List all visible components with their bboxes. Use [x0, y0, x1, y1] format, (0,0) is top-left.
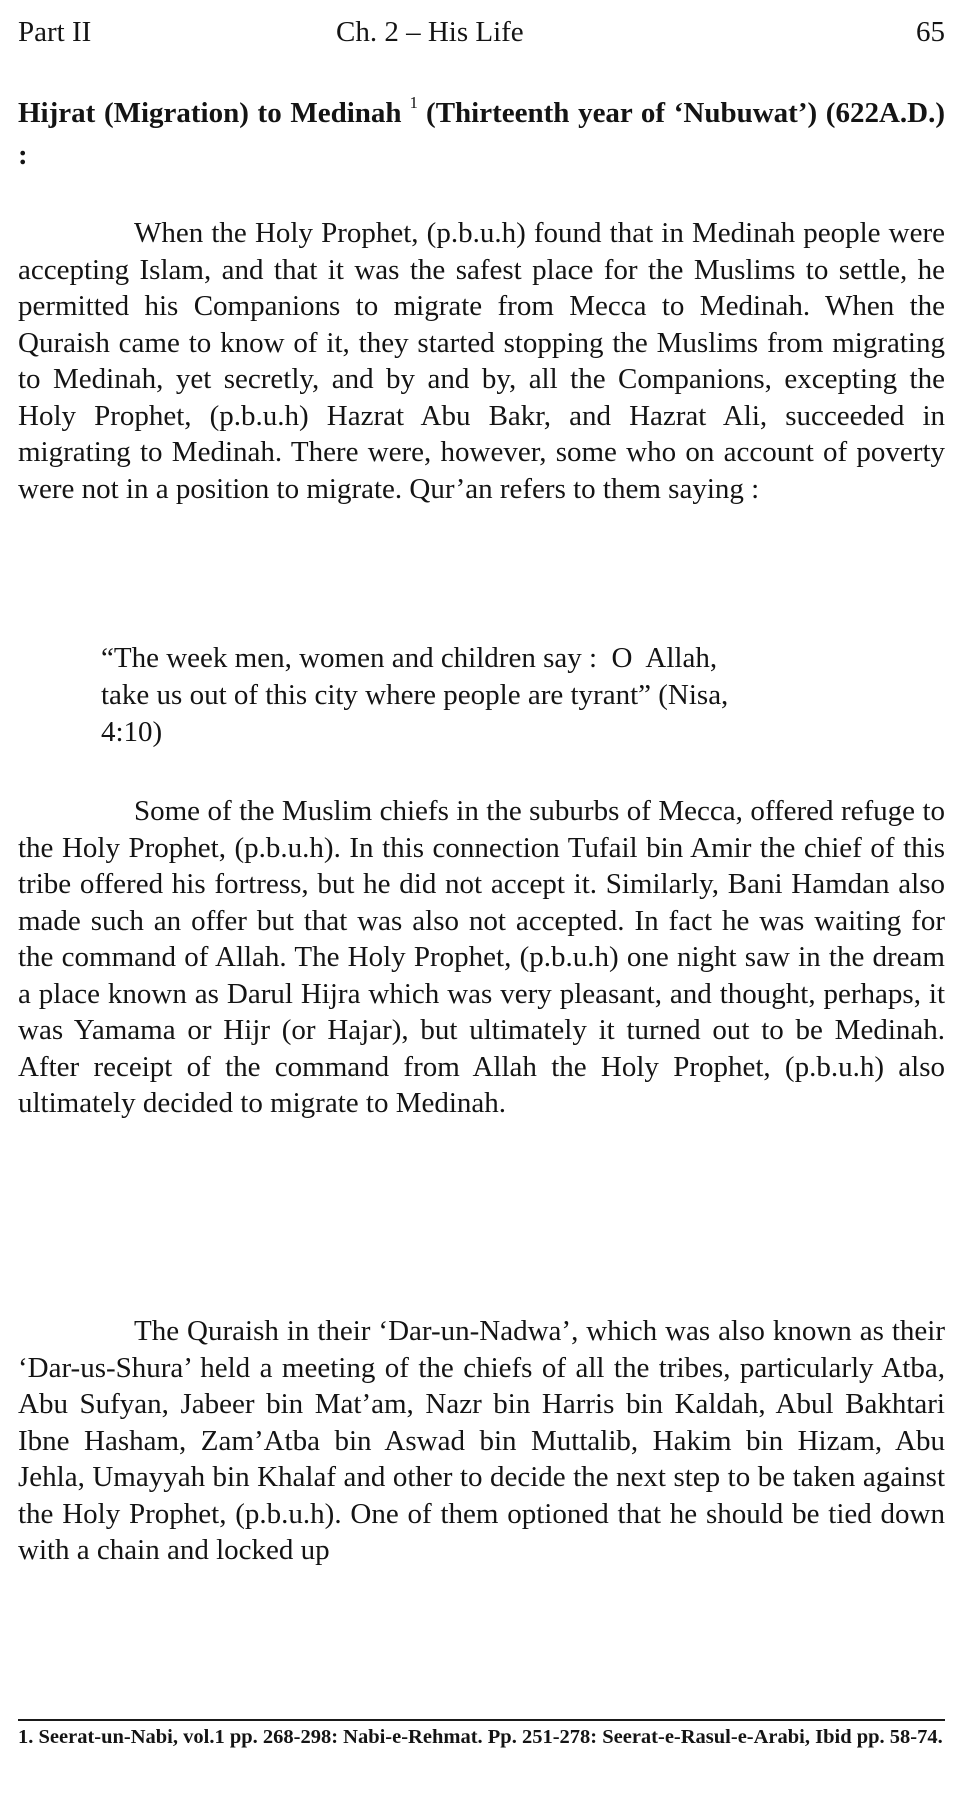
quote-line-1: “The week men, women and children say : O Allah,: [101, 642, 718, 674]
page-number: 65: [916, 16, 945, 48]
footnote: 1. Seerat-un-Nabi, vol.1 pp. 268-298: Nabi-e-Rehmat. Pp. 251-278: Seerat-e-Rasul-e-Arabi, Ibid pp. 58-74.: [18, 1726, 943, 1748]
footnote-reference: 1: [409, 93, 419, 112]
section-title: Hijrat (Migration) to Medinah: [18, 97, 402, 129]
block-quote: [101, 640, 901, 751]
paragraph-2: Some of the Muslim chiefs in the suburbs of Mecca, offered refuge to the Holy Prophet, (p.b.u.h). In this connection Tufail bin Amir the chief of this tribe offered his fortress, but he did not accept it. Similarly, Bani Hamdan also made such an offer but that was also not accepted. In fact he was waiting for the command of Allah. The Holy Prophet, (p.b.u.h) one night saw in the dream a place known as Darul Hijra which was very pleasant, and thought, perhaps, it was Yamama or Hijr (or Hajar), but ultimately it turned out to be Medinah. After receipt of the command from Allah the Holy Prophet, (p.b.u.h) also ultimately decided to migrate to Medinah.: [18, 795, 945, 1119]
paragraph-3: The Quraish in their ‘Dar-un-Nadwa’, which was also known as their ‘Dar-us-Shura’ held a meeting of the chiefs of all the tribes, particularly Atba, Abu Sufyan, Jabeer bin Mat’am, Nazr bin Harris bin Kaldah, Abul Bakhtari Ibne Hasham, Zam’Atba bin Aswad bin Muttalib, Hakim bin Hizam, Abu Jehla, Umayyah bin Khalaf and other to decide the next step to be taken against the Holy Prophet, (p.b.u.h). One of them optioned that he should be tied down with a chain and locked up: [18, 1315, 945, 1566]
running-head: [18, 12, 945, 52]
section-heading: [18, 92, 945, 176]
chapter-title: Ch. 2 – His Life: [336, 16, 524, 48]
quote-line-3: 4:10): [101, 716, 163, 748]
part-label: Part II: [18, 16, 92, 48]
section-subtitle: (Thirteenth year of ‘Nubuwat’) (622A.D.) :: [18, 97, 945, 171]
footnote-divider: [18, 1719, 945, 1721]
paragraph-1: When the Holy Prophet, (p.b.u.h) found that in Medinah people were accepting Islam, and that it was the safest place for the Muslims to settle, he permitted his Companions to migrate from Mecca to Medinah. When the Quraish came to know of it, they started stopping the Muslims from migrating to Medinah, yet secretly, and by and by, all the Companions, excepting the Holy Prophet, (p.b.u.h) Hazrat Abu Bakr, and Hazrat Ali, succeeded in migrating to Medinah. There were, however, some who on account of poverty were not in a position to migrate. Qur’an refers to them saying :: [18, 217, 945, 505]
quote-line-2: take us out of this city where people are tyrant” (Nisa,: [101, 679, 729, 711]
